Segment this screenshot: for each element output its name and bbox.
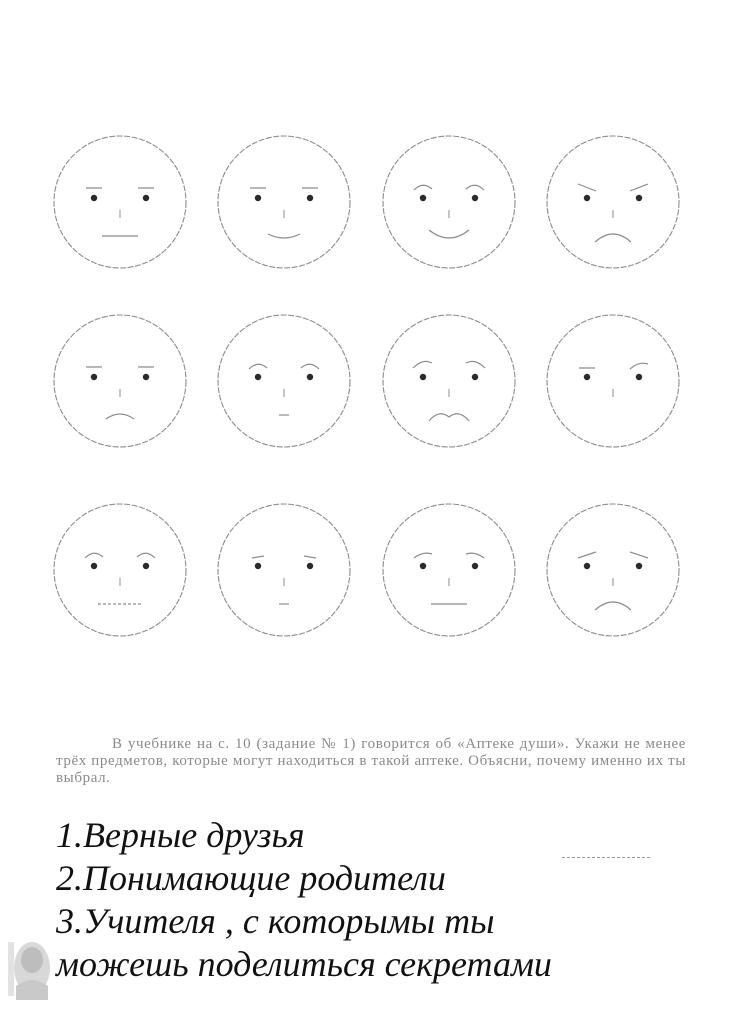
face-2-2 bbox=[218, 315, 350, 447]
face-outline bbox=[54, 315, 186, 447]
mouth bbox=[595, 234, 631, 242]
right-eye bbox=[143, 563, 149, 569]
right-eye bbox=[307, 374, 313, 380]
left-eye bbox=[584, 374, 590, 380]
right-eye bbox=[307, 195, 313, 201]
face-1-3 bbox=[383, 136, 515, 268]
eyebrows bbox=[414, 185, 484, 190]
face-outline bbox=[218, 504, 350, 636]
right-eye bbox=[636, 563, 642, 569]
face-3-3 bbox=[383, 504, 515, 636]
eyebrows bbox=[414, 553, 484, 558]
face-outline bbox=[383, 315, 515, 447]
face-outline bbox=[218, 315, 350, 447]
face-3-4 bbox=[547, 504, 679, 636]
answer-line-1: 1.Верные друзья bbox=[56, 815, 305, 855]
face-2-1 bbox=[54, 315, 186, 447]
face-1-1 bbox=[54, 136, 186, 268]
face-outline bbox=[547, 315, 679, 447]
right-eye bbox=[472, 563, 478, 569]
left-eye bbox=[420, 374, 426, 380]
right-eye bbox=[472, 374, 478, 380]
mouth bbox=[106, 414, 134, 419]
left-eye bbox=[584, 195, 590, 201]
right-eye bbox=[143, 195, 149, 201]
face-outline bbox=[383, 136, 515, 268]
eyebrows bbox=[249, 364, 319, 369]
face-outline bbox=[218, 136, 350, 268]
face-1-4 bbox=[547, 136, 679, 268]
eyebrows bbox=[579, 363, 648, 369]
left-eye bbox=[91, 374, 97, 380]
left-eye bbox=[420, 195, 426, 201]
right-eye bbox=[143, 374, 149, 380]
mouth bbox=[429, 414, 469, 421]
right-eye bbox=[636, 374, 642, 380]
eyebrows bbox=[85, 553, 155, 558]
eyebrows bbox=[578, 184, 648, 191]
right-eye bbox=[472, 195, 478, 201]
eyebrows bbox=[578, 552, 648, 558]
face-outline bbox=[54, 504, 186, 636]
face-3-1 bbox=[54, 504, 186, 636]
right-eye bbox=[636, 195, 642, 201]
task-text: В учебнике на с. 10 (задание № 1) говорится об «Аптеке души». Укажи не менее трёх предметов, которые могут находиться в такой аптеке. Объясни, почему именно их ты выбрал. bbox=[56, 736, 686, 786]
face-outline bbox=[383, 504, 515, 636]
left-eye bbox=[255, 195, 261, 201]
face-outline bbox=[54, 136, 186, 268]
mouth bbox=[595, 602, 631, 610]
left-eye bbox=[255, 374, 261, 380]
eyebrows bbox=[413, 361, 485, 368]
left-eye bbox=[91, 195, 97, 201]
mouth bbox=[429, 230, 469, 238]
right-eye bbox=[307, 563, 313, 569]
face-3-2 bbox=[218, 504, 350, 636]
mouth bbox=[268, 234, 300, 238]
answer-line-3: 3.Учителя , с которымы ты bbox=[56, 901, 495, 941]
answer-line-2: 2.Понимающие родители bbox=[56, 858, 446, 898]
eyebrows bbox=[252, 556, 316, 558]
face-2-3 bbox=[383, 315, 515, 447]
face-1-2 bbox=[218, 136, 350, 268]
handwritten-answers bbox=[56, 814, 726, 985]
face-outline bbox=[547, 504, 679, 636]
answer-line-4: можешь поделиться секретами bbox=[56, 944, 552, 984]
face-outline bbox=[547, 136, 679, 268]
left-eye bbox=[91, 563, 97, 569]
left-eye bbox=[255, 563, 261, 569]
watermark-stamp-icon bbox=[4, 928, 56, 1006]
face-2-4 bbox=[547, 315, 679, 447]
left-eye bbox=[420, 563, 426, 569]
left-eye bbox=[584, 563, 590, 569]
